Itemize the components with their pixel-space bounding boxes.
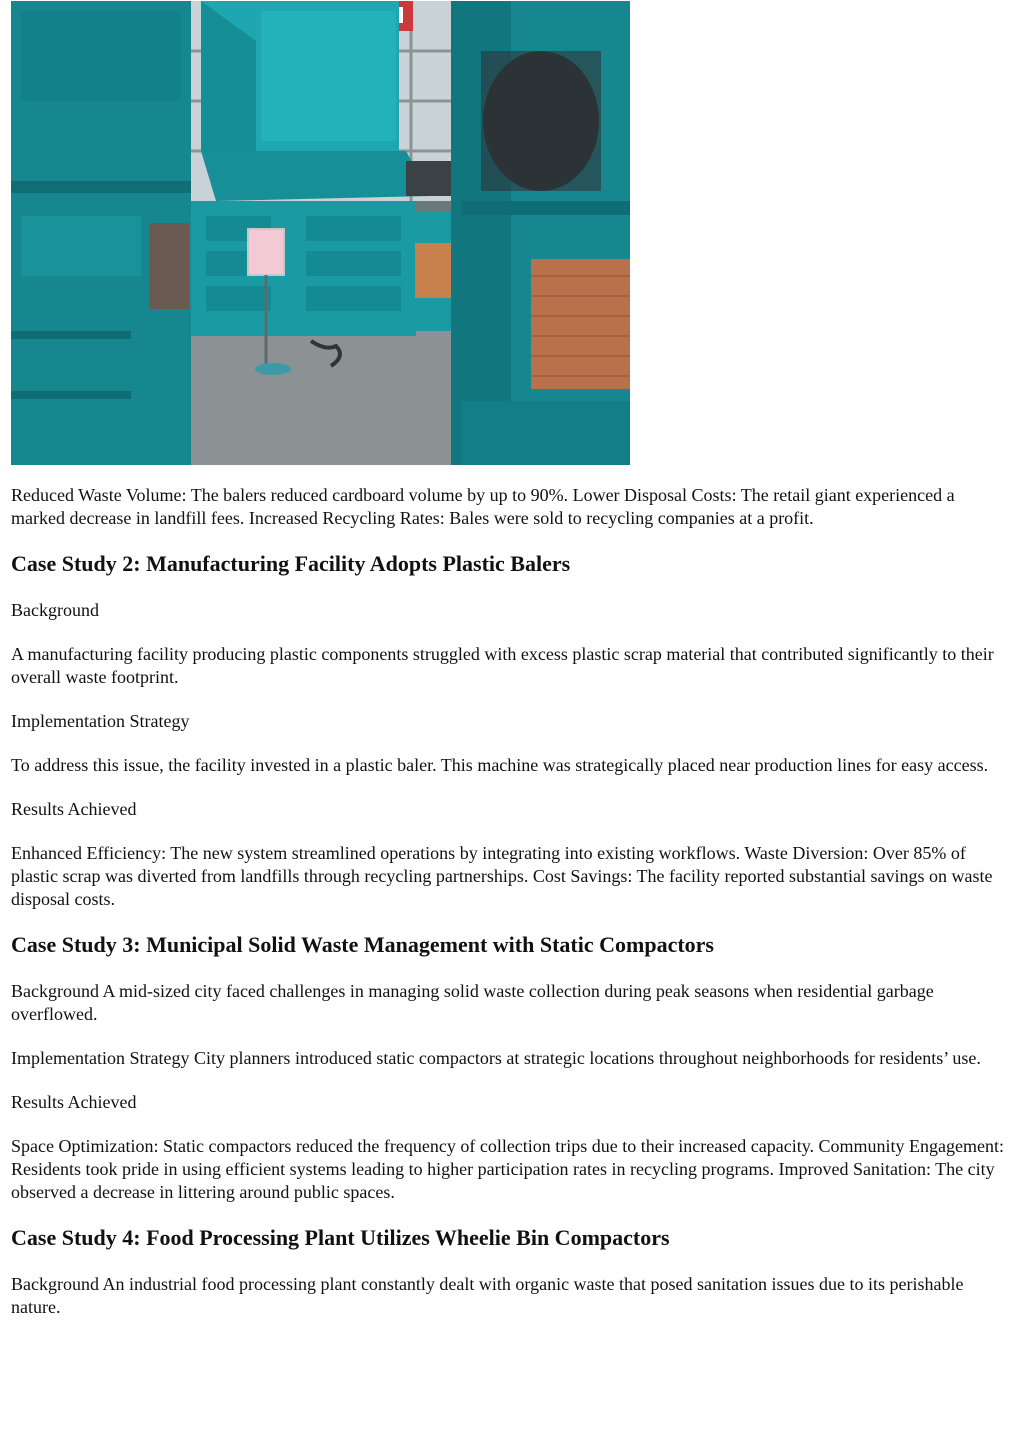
case3-heading: Case Study 3: Municipal Solid Waste Management with Static Compactors (11, 932, 714, 957)
case3-results-text: Space Optimization: Static compactors reduced the frequency of collection trips due to their increased capacity. Community Engagement: Residents took pride in using efficient systems leading to higher participation rates in recycling programs. Improved Sanitation: The city observed a decrease in littering around public spaces. (11, 1136, 1004, 1202)
case2-background-text: A manufacturing facility producing plastic components struggled with excess plastic scrap material that contributed significantly to their overall waste footprint. (11, 644, 994, 687)
baler-photo-illustration (11, 1, 630, 465)
case2-strategy-text: To address this issue, the facility invested in a plastic baler. This machine was strategically placed near production lines for easy access. (11, 755, 989, 775)
case3-background-text: Background A mid-sized city faced challenges in managing solid waste collection during peak seasons when residential garbage overflowed. (11, 981, 934, 1024)
case1-results-text: Reduced Waste Volume: The balers reduced cardboard volume by up to 90%. Lower Disposal Costs: The retail giant experienced a marked decrease in landfill fees. Increased Recycling Rates: Bales were sold to recycling companies at a profit. (11, 485, 955, 528)
case2-background-label: Background (11, 600, 99, 620)
case2-strategy-label: Implementation Strategy (11, 711, 190, 731)
article-body (11, 484, 1013, 1340)
case3-strategy-text: Implementation Strategy City planners introduced static compactors at strategic locations throughout neighborhoods for residents’ use. (11, 1048, 981, 1068)
plastic-baler-machine-photo (11, 1, 630, 465)
case3-results-label: Results Achieved (11, 1092, 137, 1112)
case2-heading: Case Study 2: Manufacturing Facility Adopts Plastic Balers (11, 551, 571, 576)
case4-heading: Case Study 4: Food Processing Plant Utilizes Wheelie Bin Compactors (11, 1225, 670, 1250)
case4-background-text: Background An industrial food processing plant constantly dealt with organic waste that posed sanitation issues due to its perishable nature. (11, 1274, 964, 1317)
case2-results-text: Enhanced Efficiency: The new system streamlined operations by integrating into existing workflows. Waste Diversion: Over 85% of plastic scrap was diverted from landfills through recycling partnerships. Cost Savings: The facility reported substantial savings on waste disposal costs. (11, 843, 993, 909)
case2-results-label: Results Achieved (11, 799, 137, 819)
